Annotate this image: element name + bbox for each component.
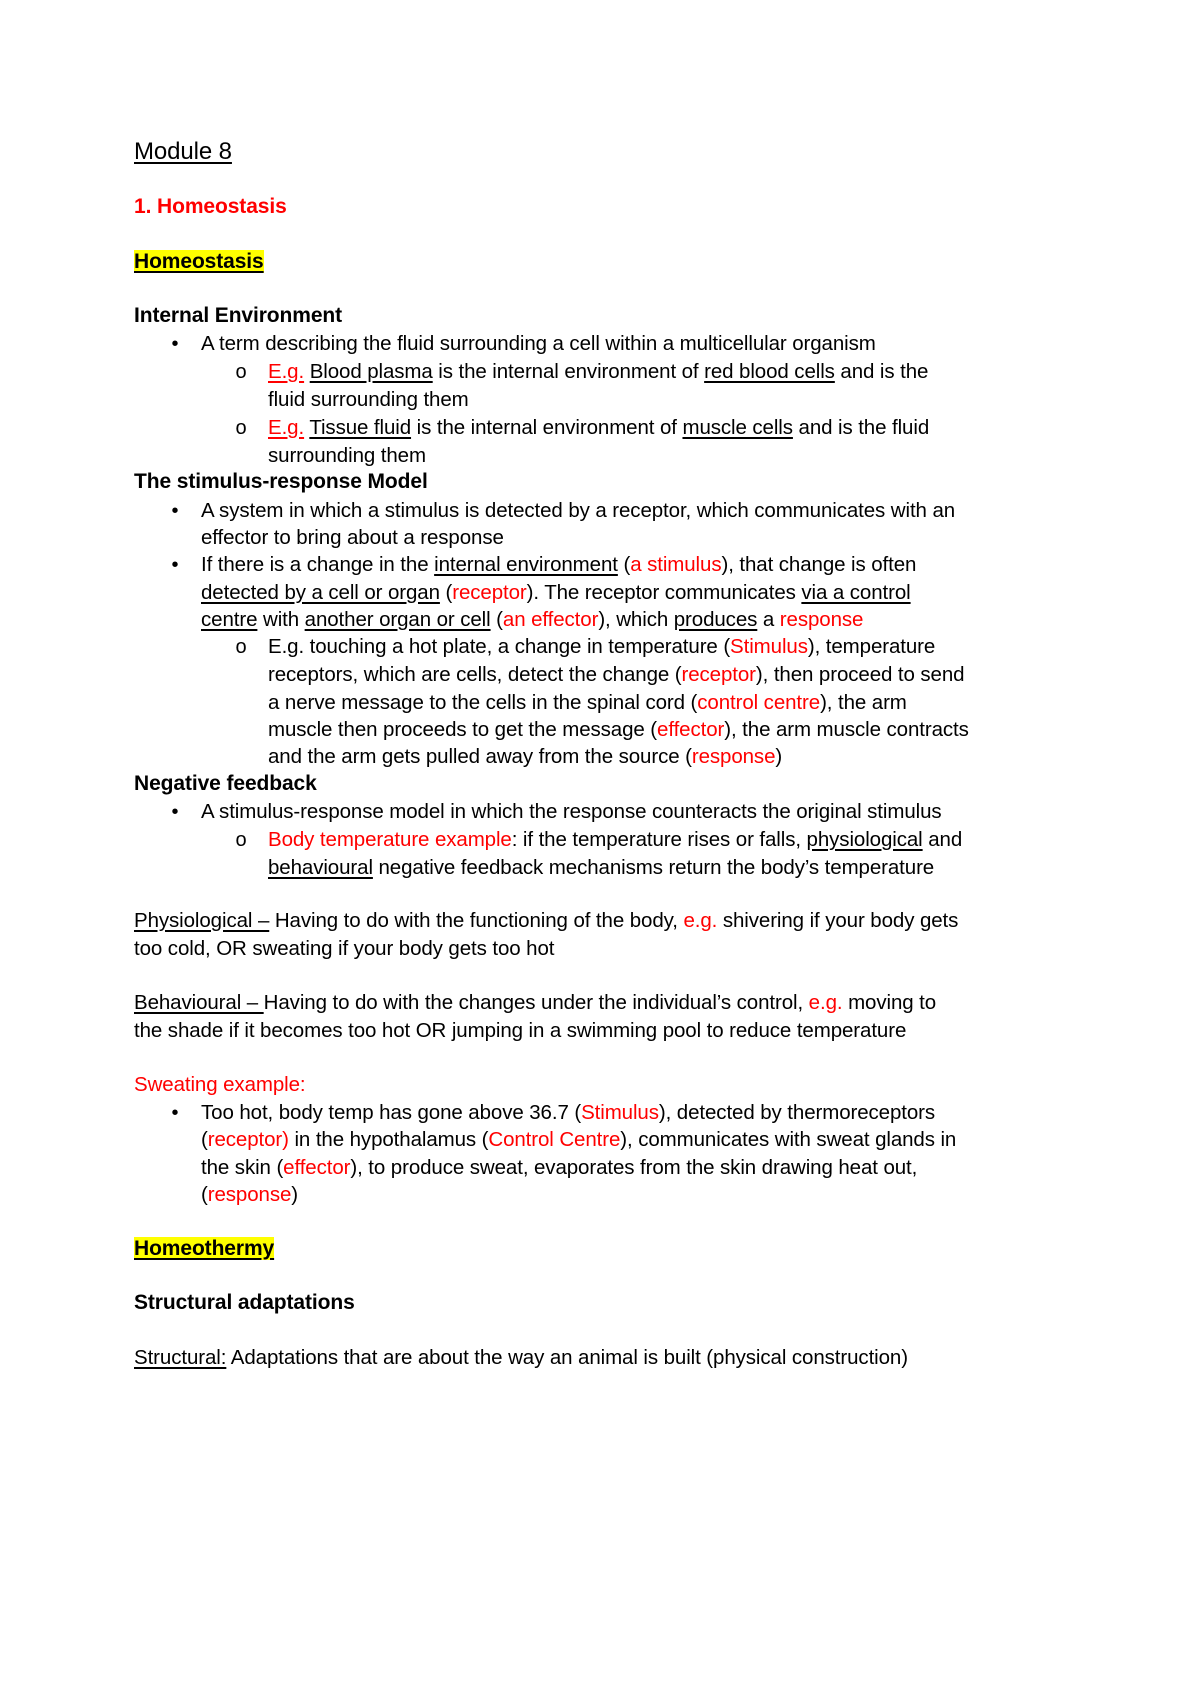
text: ), then proceed to send [755, 663, 965, 686]
text: ), temperature [807, 635, 936, 658]
negative-feedback-heading: Negative feedback [134, 772, 317, 795]
term-effector: effector [657, 718, 725, 741]
term-receptor: receptor [681, 663, 756, 686]
term-receptor: receptor) [207, 1128, 289, 1151]
text: ( [201, 1183, 208, 1206]
hot-plate-line-1 [268, 632, 935, 662]
term-stimulus: Stimulus [730, 635, 808, 658]
text: ), that change is often [721, 553, 917, 576]
structural-definition [134, 1343, 908, 1373]
heading-homeostasis [134, 247, 264, 277]
text: ), which [598, 608, 674, 631]
text: is the internal environment of [411, 416, 683, 439]
sweating-line-1 [201, 1098, 935, 1128]
behavioural-line-2: the shade if it becomes too hot OR jumping in a swimming pool to reduce temperature [134, 1019, 907, 1042]
text: Having to do with the functioning of the body, [269, 909, 684, 932]
text: ) [291, 1183, 299, 1206]
heading-homeostasis-text: Homeostasis [134, 250, 264, 273]
term-stimulus: Stimulus [581, 1101, 659, 1124]
text: moving to [842, 991, 937, 1014]
text: ), the arm muscle contracts [724, 718, 969, 741]
text: with [257, 608, 305, 631]
stimulus-model-def-2: effector to bring about a response [201, 526, 504, 549]
negative-feedback-def: A stimulus-response model in which the response counteracts the original stimulus [201, 800, 942, 823]
text: Too hot, body temp has gone above 36.7 ( [201, 1101, 582, 1124]
text: in the hypothalamus ( [288, 1128, 489, 1151]
body-temp-line-1 [268, 825, 962, 855]
text: If there is a change in the [201, 553, 435, 576]
term-behavioural: Behavioural – [134, 991, 264, 1014]
text: muscle then proceeds to get the message ( [268, 718, 658, 741]
term-behavioural: behavioural [268, 856, 373, 879]
body-temp-line-2 [268, 853, 934, 883]
text: receptors, which are cells, detect the change ( [268, 663, 682, 686]
text: negative feedback mechanisms return the body’s temperature [372, 856, 935, 879]
term-response: response [691, 745, 776, 768]
stimulus-model-heading: The stimulus-response Model [134, 470, 428, 493]
stimulus-model-def-1: A system in which a stimulus is detected by a receptor, which communicates with an [201, 499, 956, 522]
physiological-line-1 [134, 906, 958, 936]
bullet-marker: • [171, 500, 179, 522]
stimulus-change-line-1 [201, 550, 916, 580]
text: is the internal environment of [432, 360, 705, 383]
text: E.g. touching a hot plate, a change in temperature ( [268, 635, 731, 658]
eg-label: e.g. [683, 909, 718, 932]
text: and is the [834, 360, 929, 383]
hot-plate-line-3 [268, 688, 907, 718]
term-physiological: Physiological – [134, 909, 270, 932]
text: ). The receptor communicates [526, 581, 802, 604]
sub-bullet-marker: o [235, 361, 247, 383]
text: Having to do with the changes under the individual’s control, [263, 991, 809, 1014]
stimulus-change-line-2 [201, 578, 911, 608]
term-blood-plasma: Blood plasma [309, 360, 433, 383]
text: and is the fluid [792, 416, 930, 439]
text: : if the temperature rises or falls, [511, 828, 807, 851]
term-control-centre: control centre [697, 691, 821, 714]
sweating-line-4 [201, 1180, 298, 1210]
text: ), communicates with sweat glands in [620, 1128, 957, 1151]
eg-label: E.g. [268, 360, 305, 383]
internal-environment-heading: Internal Environment [134, 304, 343, 327]
term-effector: effector [283, 1156, 351, 1179]
heading-homeothermy-text: Homeothermy [134, 1237, 275, 1260]
example-tissue-fluid [268, 413, 929, 443]
term-structural: Structural: [134, 1346, 227, 1369]
behavioural-line-1 [134, 988, 936, 1018]
physiological-line-2: too cold, OR sweating if your body gets too hot [134, 937, 555, 960]
sweating-line-2 [201, 1125, 956, 1155]
sub-bullet-marker: o [235, 417, 247, 439]
text: shivering if your body gets [717, 909, 959, 932]
hot-plate-line-5 [268, 742, 782, 772]
bullet-marker: • [171, 801, 179, 823]
text: ( [490, 608, 503, 631]
term-via-control: via a control [801, 581, 911, 604]
term-detected-by: detected by a cell or organ [201, 581, 440, 604]
sub-bullet-marker: o [235, 829, 247, 851]
section-title: 1. Homeostasis [134, 195, 287, 218]
term-centre: centre [201, 608, 258, 631]
term-produces: produces [673, 608, 758, 631]
sub-bullet-marker: o [235, 636, 247, 658]
text: ( [439, 581, 453, 604]
term-tissue-fluid: Tissue fluid [309, 416, 412, 439]
term-body-temp-example: Body temperature example [268, 828, 512, 851]
text: a nerve message to the cells in the spinal cord ( [268, 691, 698, 714]
term-physiological: physiological [806, 828, 923, 851]
term-response: response [779, 608, 864, 631]
example-tissue-fluid-cont: surrounding them [268, 444, 426, 467]
text: Adaptations that are about the way an animal is built (physical construction) [226, 1346, 908, 1369]
term-red-blood-cells: red blood cells [704, 360, 835, 383]
term-receptor: receptor [452, 581, 527, 604]
heading-homeothermy [134, 1234, 274, 1264]
hot-plate-line-2 [268, 660, 964, 690]
text: ( [617, 553, 631, 576]
text: ), detected by thermoreceptors [658, 1101, 936, 1124]
term-another-organ: another organ or cell [304, 608, 491, 631]
text: the skin ( [201, 1156, 284, 1179]
text: ), the arm [820, 691, 907, 714]
eg-label: E.g. [268, 416, 305, 439]
stimulus-change-line-3 [201, 605, 863, 635]
example-blood-plasma [268, 357, 928, 387]
hot-plate-line-4 [268, 715, 969, 745]
internal-env-definition: A term describing the fluid surrounding a cell within a multicellular organism [201, 332, 876, 355]
term-an-effector: an effector [502, 608, 599, 631]
text: ) [775, 745, 783, 768]
bullet-marker: • [171, 333, 179, 355]
term-control-centre: Control Centre [488, 1128, 621, 1151]
sweating-heading: Sweating example: [134, 1073, 306, 1096]
sweating-line-3 [201, 1153, 917, 1183]
text: ( [201, 1128, 208, 1151]
text: ), to produce sweat, evaporates from the skin drawing heat out, [350, 1156, 918, 1179]
module-title: Module 8 [134, 138, 232, 165]
term-response: response [207, 1183, 292, 1206]
text: and [922, 828, 963, 851]
term-internal-environment: internal environment [434, 553, 618, 576]
term-a-stimulus: a stimulus [630, 553, 722, 576]
term-muscle-cells: muscle cells [682, 416, 793, 439]
eg-label: e.g. [808, 991, 843, 1014]
structural-adaptations-heading: Structural adaptations [134, 1291, 355, 1314]
text: a [757, 608, 780, 631]
bullet-marker: • [171, 1102, 179, 1124]
text: and the arm gets pulled away from the source ( [268, 745, 692, 768]
example-blood-plasma-cont: fluid surrounding them [268, 388, 469, 411]
bullet-marker: • [171, 554, 179, 576]
